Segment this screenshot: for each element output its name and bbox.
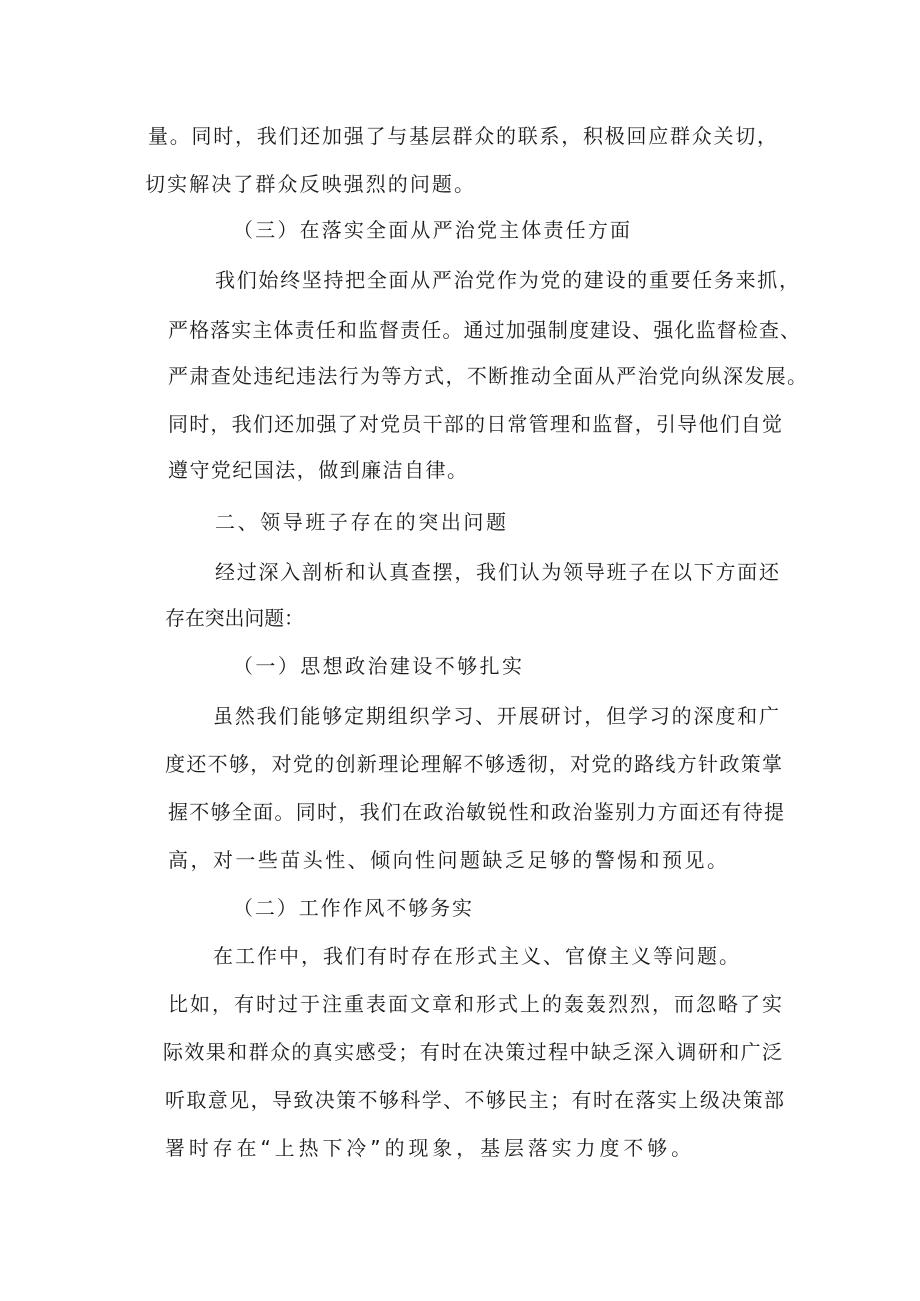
paragraph-line-14: 度还不够，对党的创新理论理解不够透彻，对党的路线方针政策掌 (165, 752, 784, 776)
section-heading-1: （一）思想政治建设不够扎实 (233, 654, 525, 678)
section-heading-3: （三）在落实全面从严治党主体责任方面 (233, 218, 633, 242)
paragraph-line-18: 在工作中，我们有时存在形式主义、官僚主义等问题。 (213, 944, 741, 968)
paragraph-line-20: 际效果和群众的真实感受；有时在决策过程中缺乏深入调研和广泛 (163, 1040, 784, 1064)
paragraph-line-16: 高，对一些苗头性、倾向性问题缺乏足够的警惕和预见。 (168, 848, 730, 872)
paragraph-line-4: 我们始终坚持把全面从严治党作为党的建设的重要任务来抓， (215, 268, 801, 292)
paragraph-line-6: 严肃查处违纪违法行为等方式，不断推动全面从严治党向纵深发展。 (168, 364, 809, 388)
paragraph-line-22: 署时存在“上热下冷”的现象，基层落实力度不够。 (165, 1136, 695, 1160)
paragraph-line-1: 量。同时，我们还加强了与基层群众的联系，积极回应群众关切， (148, 124, 779, 148)
paragraph-line-2: 切实解决了群众反映强烈的问题。 (145, 172, 477, 196)
paragraph-line-13: 虽然我们能够定期组织学习、开展研讨，但学习的深度和广 (213, 704, 781, 728)
section-heading-2: （二）工作作风不够务实 (233, 896, 474, 920)
chapter-heading-2: 二、领导班子存在的突出问题 (215, 510, 509, 534)
paragraph-line-15: 握不够全面。同时，我们在政治敏锐性和政治鉴别力方面还有待提 (168, 800, 786, 824)
paragraph-line-19: 比如，有时过于注重表面文章和形式上的轰轰烈烈，而忽略了实 (168, 992, 784, 1016)
paragraph-line-5: 严格落实主体责任和监督责任。通过加强制度建设、强化监督检查、 (168, 318, 802, 342)
paragraph-line-11: 存在突出问题： (165, 606, 304, 630)
paragraph-line-7: 同时，我们还加强了对党员干部的日常管理和监督，引导他们自觉 (168, 412, 784, 436)
paragraph-line-10: 经过深入剖析和认真查摆，我们认为领导班子在以下方面还 (215, 560, 781, 584)
paragraph-line-8: 遵守党纪国法，做到廉洁自律。 (168, 458, 469, 482)
paragraph-line-21: 听取意见，导致决策不够科学、不够民主；有时在落实上级决策部 (165, 1088, 786, 1112)
